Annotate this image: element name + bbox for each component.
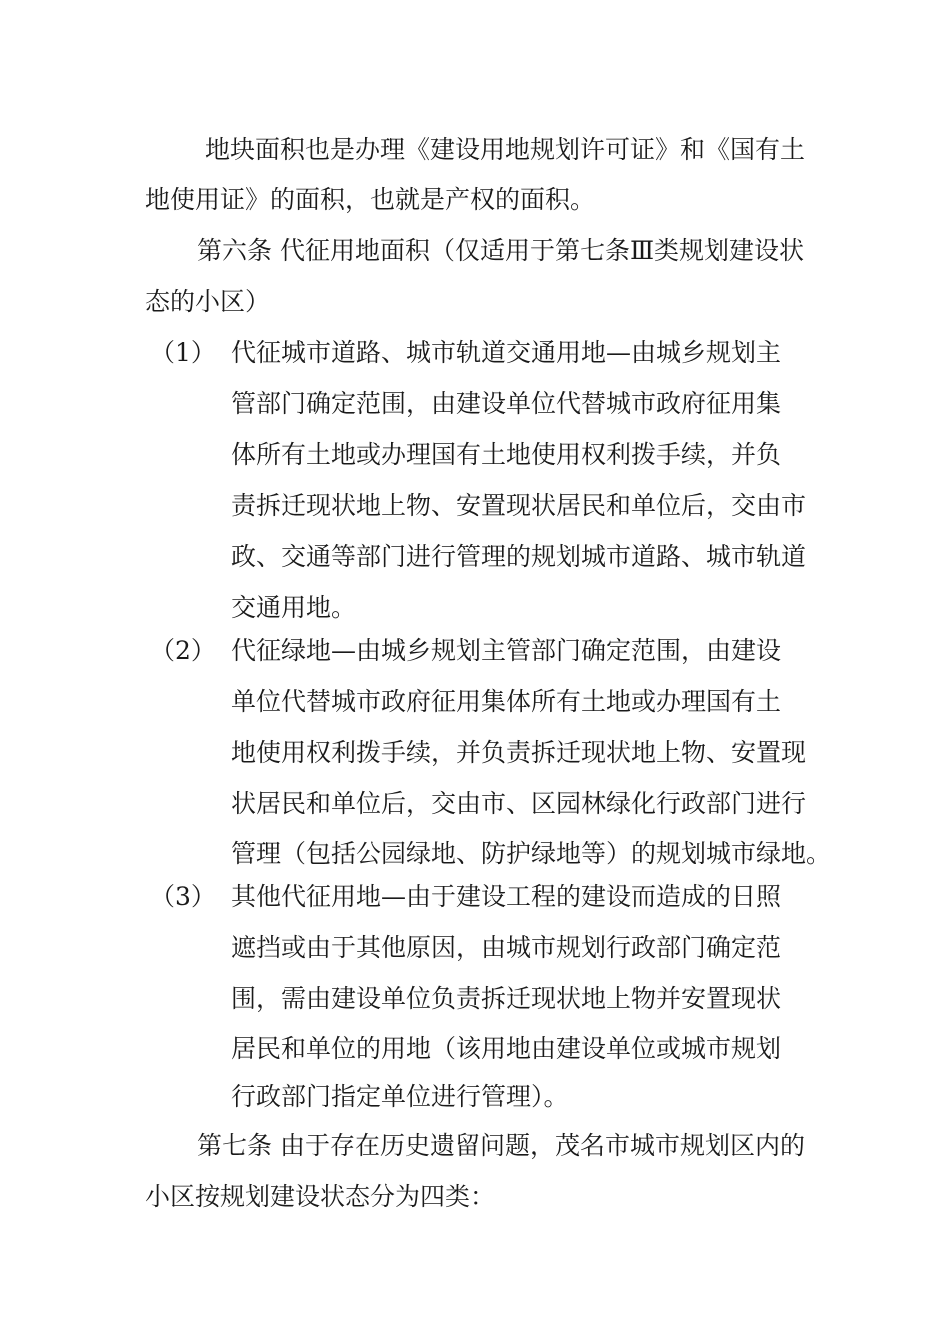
list-item-line: 交通用地。 — [231, 593, 357, 622]
list-item-line: 代征绿地—由城乡规划主管部门确定范围，由建设 — [231, 636, 782, 665]
list-item-line: 遮挡或由于其他原因，由城市规划行政部门确定范 — [231, 933, 782, 962]
list-item-line: 管部门确定范围，由建设单位代替城市政府征用集 — [231, 389, 782, 418]
list-item-line: 围，需由建设单位负责拆迁现状地上物并安置现状 — [231, 984, 782, 1013]
list-item-line: 政、交通等部门进行管理的规划城市道路、城市轨道 — [231, 542, 807, 571]
list-item-line: 居民和单位的用地（该用地由建设单位或城市规划 — [231, 1034, 782, 1063]
list-item-line: 管理（包括公园绿地、防护绿地等）的规划城市绿地。 — [231, 839, 832, 868]
list-item-line: 代征城市道路、城市轨道交通用地—由城乡规划主 — [231, 338, 782, 367]
article-6-heading: 第六条 代征用地面积（仅适用于第七条Ⅲ类规划建设状 — [197, 236, 805, 265]
article-7-heading-cont: 小区按规划建设状态分为四类： — [145, 1182, 496, 1211]
list-item-number: （2） — [150, 636, 216, 665]
list-item-line: 责拆迁现状地上物、安置现状居民和单位后，交由市 — [231, 491, 807, 520]
list-item-line: 体所有土地或办理国有土地使用权利拨手续，并负 — [231, 440, 782, 469]
paragraph-line: 地使用证》的面积，也就是产权的面积。 — [145, 185, 596, 214]
article-7-heading: 第七条 由于存在历史遗留问题，茂名市城市规划区内的 — [197, 1131, 805, 1160]
article-6-heading-cont: 态的小区） — [145, 287, 271, 316]
list-item-line: 其他代征用地—由于建设工程的建设而造成的日照 — [231, 882, 782, 911]
list-item-line: 单位代替城市政府征用集体所有土地或办理国有土 — [231, 687, 782, 716]
list-item-line: 地使用权利拨手续，并负责拆迁现状地上物、安置现 — [231, 738, 807, 767]
list-item-line: 行政部门指定单位进行管理）。 — [231, 1082, 569, 1111]
list-item-number: （1） — [150, 338, 216, 367]
list-item-number: （3） — [150, 882, 216, 911]
paragraph-line: 地块面积也是办理《建设用地规划许可证》和《国有土 — [205, 135, 806, 164]
list-item-line: 状居民和单位后，交由市、区园林绿化行政部门进行 — [231, 789, 807, 818]
